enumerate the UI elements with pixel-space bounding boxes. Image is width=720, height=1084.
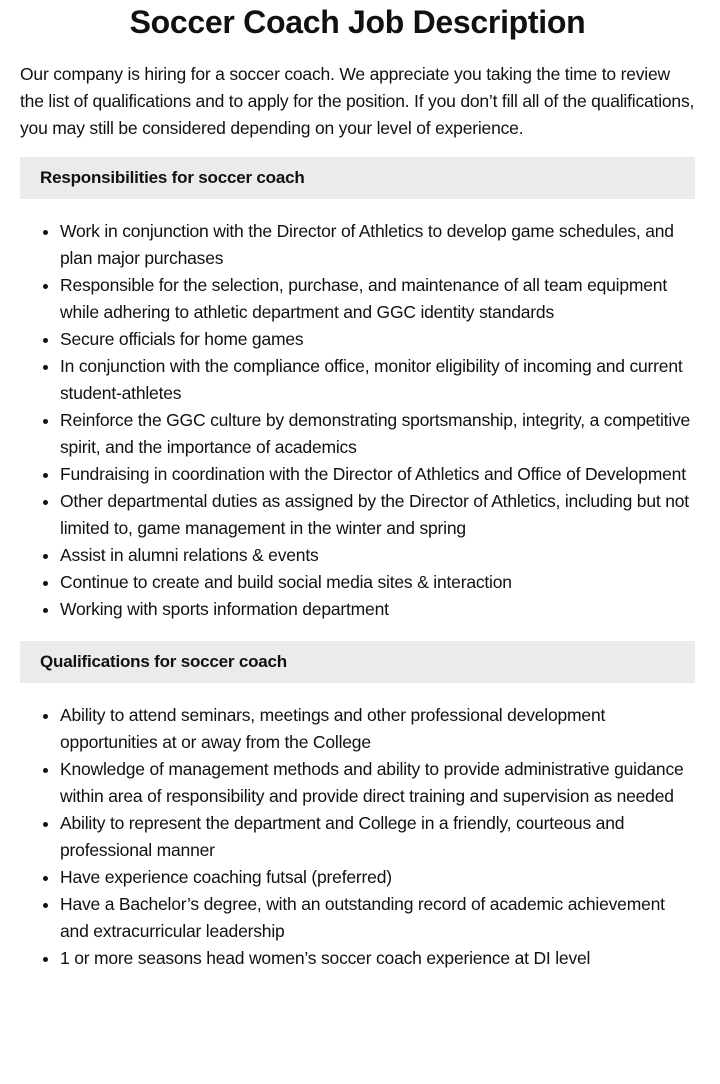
list-item: • Knowledge of management methods and ability to provide administrative guidance within area of responsibility and provide direct training and supervision as needed <box>60 756 695 810</box>
list-item: • 1 or more seasons head women’s soccer coach experience at DI level <box>60 945 695 972</box>
list-item: • Responsible for the selection, purchase, and maintenance of all team equipment while adhering to athletic department and GGC identity standards <box>60 272 695 326</box>
list-item: • Reinforce the GGC culture by demonstrating sportsmanship, integrity, a competitive spirit, and the importance of academics <box>60 407 695 461</box>
list-item: • Ability to represent the department and College in a friendly, courteous and professional manner <box>60 810 695 864</box>
list-item: • Working with sports information department <box>60 596 695 623</box>
list-item: • Have experience coaching futsal (preferred) <box>60 864 695 891</box>
list-item: • Work in conjunction with the Director of Athletics to develop game schedules, and plan major purchases <box>60 218 695 272</box>
qualifications-heading: Qualifications for soccer coach <box>20 641 695 683</box>
responsibilities-heading: Responsibilities for soccer coach <box>20 157 695 199</box>
intro-paragraph: Our company is hiring for a soccer coach. We appreciate you taking the time to review the list of qualifications and to apply for the position. If you don’t fill all of the qualifications, you may still be considered depending on your level of experience. <box>20 64 695 138</box>
list-item: • In conjunction with the compliance office, monitor eligibility of incoming and current student-athletes <box>60 353 695 407</box>
list-item: • Ability to attend seminars, meetings and other professional development opportunities at or away from the College <box>60 702 695 756</box>
list-item: • Have a Bachelor’s degree, with an outstanding record of academic achievement and extracurricular leadership <box>60 891 695 945</box>
list-item: • Secure officials for home games <box>60 326 695 353</box>
list-item: • Continue to create and build social media sites & interaction <box>60 569 695 596</box>
page-title: Soccer Coach Job Description <box>129 4 586 40</box>
list-item: • Fundraising in coordination with the Director of Athletics and Office of Development <box>60 461 695 488</box>
list-item: • Other departmental duties as assigned by the Director of Athletics, including but not limited to, game management in the winter and spring <box>60 488 695 542</box>
qualifications-list <box>20 702 695 972</box>
responsibilities-list <box>20 218 695 623</box>
list-item: • Assist in alumni relations & events <box>60 542 695 569</box>
